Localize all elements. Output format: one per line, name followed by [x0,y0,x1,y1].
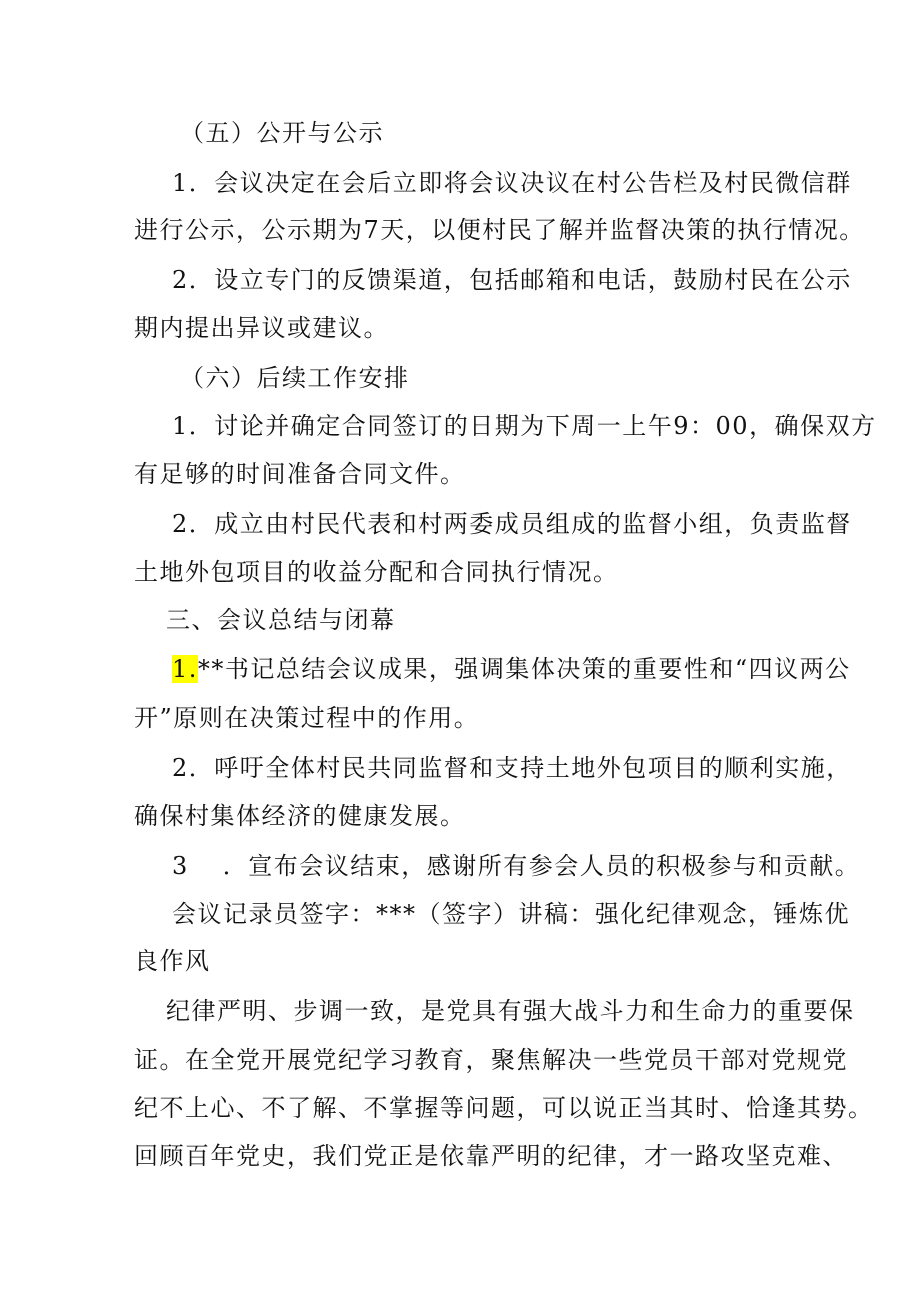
paragraph-line: 期内提出异议或建议。 [134,314,389,342]
paragraph-line: 1．讨论并确定合同签订的日期为下周一上午9：00，确保双方 [172,412,877,440]
paragraph-line: 回顾百年党史，我们党正是依靠严明的纪律，才一路攻坚克难、 [134,1142,848,1170]
highlighted-number: 1. [172,655,198,683]
paragraph-line: 2．呼吁全体村民共同监督和支持土地外包项目的顺利实施， [172,754,852,782]
paragraph-line: 证。在全党开展党纪学习教育，聚焦解决一些党员干部对党规党 [134,1046,848,1074]
paragraph-line: 进行公示，公示期为7天，以便村民了解并监督决策的执行情况。 [134,216,865,244]
paragraph-line: 纪律严明、步调一致，是党具有强大战斗力和生命力的重要保 [166,997,855,1025]
paragraph-line: 2．成立由村民代表和村两委成员组成的监督小组，负责监督 [172,510,852,538]
paragraph-line: 良作风 [134,947,211,975]
paragraph-text: ．宣布会议结束，感谢所有参会人员的积极参与和贡献。 [222,852,861,880]
section-heading-5: （五）公开与公示 [180,119,384,147]
section-heading-3: 三、会议总结与闭幕 [166,606,396,634]
paragraph-line: 有足够的时间准备合同文件。 [134,460,466,488]
paragraph-line [172,654,851,684]
list-number: 3 [172,852,189,880]
paragraph-line: 纪不上心、不了解、不掌握等问题，可以说正当其时、恰逢其势。 [134,1094,874,1122]
paragraph-line: 1．会议决定在会后立即将会议决议在村公告栏及村民微信群 [172,169,852,197]
paragraph-text: **书记总结会议成果，强调集体决策的重要性和“四议两公 [197,655,851,683]
paragraph-line [172,851,860,881]
paragraph-line: 2．设立专门的反馈渠道，包括邮箱和电话，鼓励村民在公示 [172,266,852,294]
paragraph-line: 土地外包项目的收益分配和合同执行情况。 [134,558,619,586]
paragraph-line: 确保村集体经济的健康发展。 [134,802,466,830]
paragraph-line: 会议记录员签字：***（签字）讲稿：强化纪律观念，锤炼优 [172,900,850,928]
paragraph-line: 开”原则在决策过程中的作用。 [134,704,480,732]
section-heading-6: （六）后续工作安排 [180,364,410,392]
